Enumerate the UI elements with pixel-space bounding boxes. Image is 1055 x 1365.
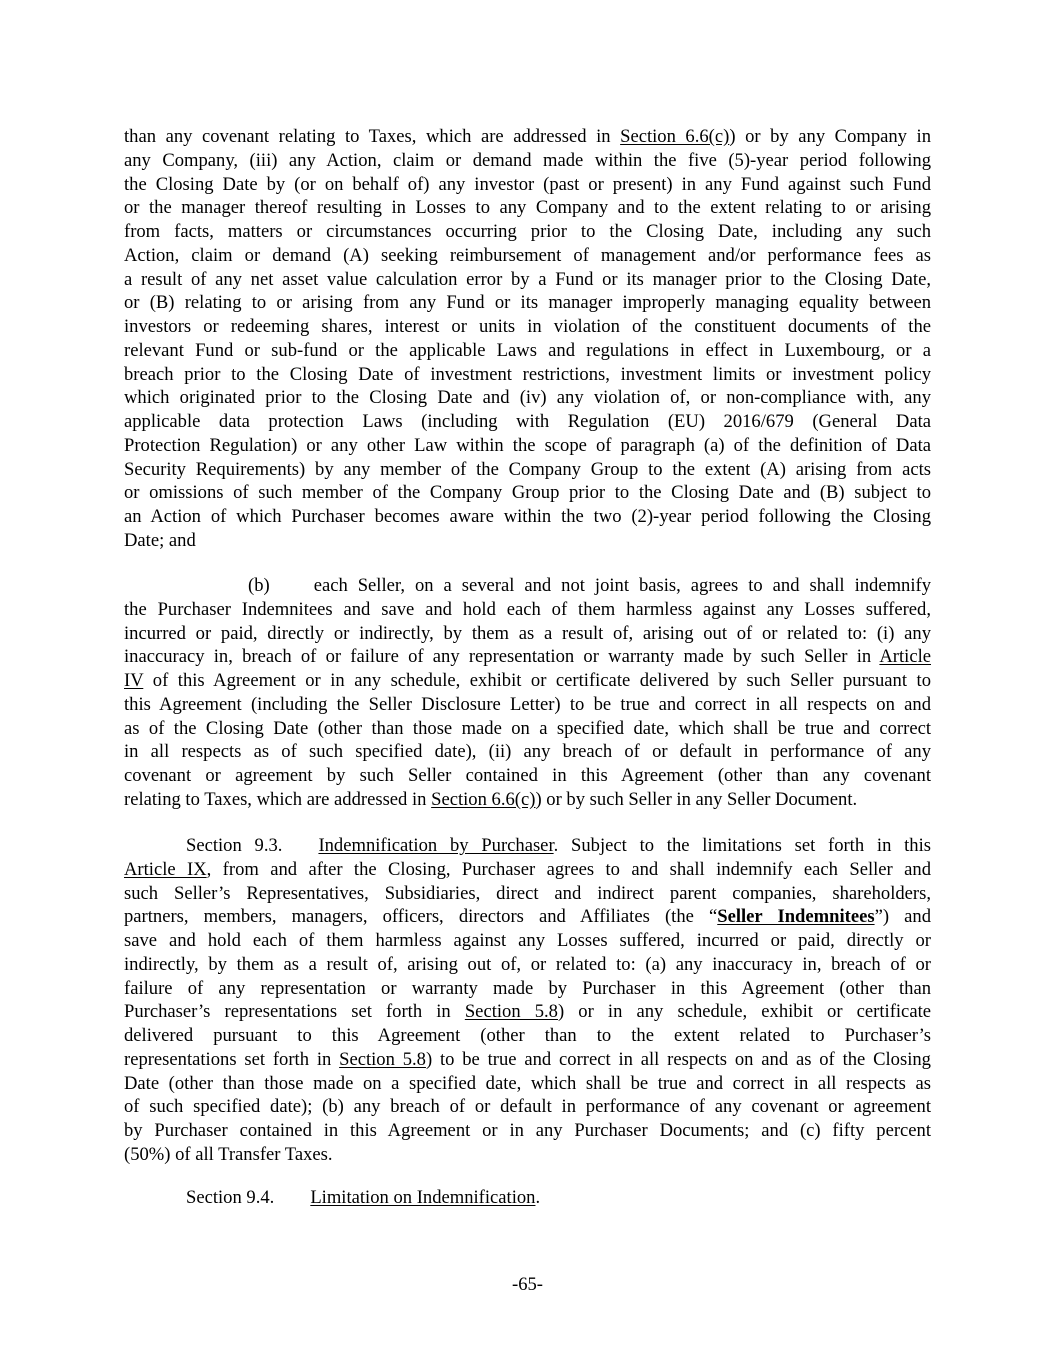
text-line: Section 9.3. Indemnification by Purchaser. Subject to the limitations set forth in this (186, 835, 932, 856)
section-9-4-line: Section 9.4. Limitation on Indemnification. (186, 1187, 541, 1208)
text-line: partners, members, managers, officers, directors and Affiliates (the “Seller Indemnitees”) and (124, 906, 931, 928)
defined-term: Seller Indemnitees (717, 906, 875, 928)
text-line: applicable data protection Laws (including with Regulation (EU) 2016/679 (General Data (124, 411, 931, 432)
section-heading: Indemnification by Purchaser (318, 835, 554, 856)
text-line: as of the Closing Date (other than those made on a specified date, which shall be true and correct (124, 717, 931, 739)
text-line: save and hold each of them harmless against any Losses suffered, incurred or paid, directly or (124, 930, 931, 951)
text-line: representations set forth in Section 5.8) to be true and correct in all respects on and as of the Closing (124, 1048, 931, 1070)
section-9-4-title: Limitation on Indemnification (310, 1187, 536, 1208)
text-line: incurred or paid, directly or indirectly, by them as a result of, arising out of or related to: (i) any (124, 622, 931, 644)
text-line: Purchaser’s representations set forth in Section 5.8) or in any schedule, exhibit or certificate (124, 1001, 931, 1023)
text-line: (50%) of all Transfer Taxes. (124, 1143, 333, 1165)
text-line: relating to Taxes, which are addressed in Section 6.6(c)) or by such Seller in any Seller Document. (124, 788, 858, 810)
text-line: delivered pursuant to this Agreement (other than to the extent related to Purchaser’s (124, 1025, 931, 1046)
text-line: covenant or agreement by such Seller contained in this Agreement (other than any covenant (124, 765, 931, 786)
clause-a-continuation (124, 125, 931, 553)
text-line: or (B) relating to or arising from any Fund or its manager improperly managing equality between (124, 292, 931, 314)
text-line: which originated prior to the Closing Date and (iv) any violation of, or non-compliance with, any (124, 387, 931, 409)
cross-reference-link[interactable]: Article (879, 646, 931, 668)
text-line: indirectly, by them as a result of, arising out of, or related to: (a) any inaccuracy in, breach of or (124, 953, 931, 975)
text-line: relevant Fund or sub-fund or the applicable Laws and regulations in effect in Luxembourg, or a (124, 339, 931, 361)
clause-b-paragraph (124, 574, 931, 812)
text-line: the Closing Date by (or on behalf of) any investor (past or present) in any Fund against such Fund (124, 173, 931, 195)
text-line: such Seller’s Representatives, Subsidiaries, direct and indirect parent companies, shareholders, (124, 882, 931, 904)
text-line: or the manager thereof resulting in Losses to any Company and to the extent relating to or arising (124, 197, 931, 219)
text-line: (b) each Seller, on a several and not joint basis, agrees to and shall indemnify (248, 575, 931, 596)
cross-reference-link[interactable]: Section 5.8 (464, 1001, 558, 1023)
text-line: any Company, (iii) any Action, claim or demand made within the five (5)-year period following (124, 149, 931, 171)
text-line: from facts, matters or circumstances occurring prior to the Closing Date, including any such (124, 221, 931, 242)
text-line: failure of any representation or warranty made by Purchaser in this Agreement (other than (124, 977, 931, 999)
text-line: Article IX, from and after the Closing, Purchaser agrees to and shall indemnify each Seller and (124, 858, 931, 880)
text-line: IV of this Agreement or in any schedule, exhibit or certificate delivered by such Seller pursuant to (124, 670, 931, 691)
text-line: the Purchaser Indemnitees and save and hold each of them harmless against any Losses suffered, (124, 598, 931, 620)
cross-reference-link[interactable]: Section 5.8 (339, 1048, 426, 1070)
cross-reference-link[interactable]: Section 6.6(c) (620, 126, 730, 147)
section-number: Section 9.3. (186, 835, 283, 856)
section-9-3-paragraph (124, 834, 931, 1167)
text-line: Protection Regulation) or any other Law within the scope of paragraph (a) of the definition of Data (124, 434, 931, 456)
text-line: in all respects as of such specified date), (ii) any breach of or default in performance of any (124, 741, 931, 763)
text-line: of such specified date); (b) any breach of or default in performance of any covenant or agreement (124, 1096, 931, 1118)
page-number: -65- (512, 1274, 543, 1295)
section-9-4-heading (124, 1186, 931, 1210)
text-line: by Purchaser contained in this Agreement or in any Purchaser Documents; and (c) fifty percent (124, 1120, 931, 1141)
text-line: Date; and (124, 529, 196, 551)
text-line: Security Requirements) by any member of the Company Group to the extent (A) arising from acts (124, 458, 931, 480)
text-line: a result of any net asset value calculation error by a Fund or its manager prior to the Closing Date, (124, 268, 931, 290)
cross-reference-link[interactable]: IV (124, 670, 144, 691)
text-line: investors or redeeming shares, interest or units in violation of the constituent documents of the (124, 316, 931, 337)
text-line: or omissions of such member of the Company Group prior to the Closing Date and (B) subject to (124, 482, 931, 504)
cross-reference-link[interactable]: Article IX (124, 858, 207, 880)
text-line: Date (other than those made on a specified date, which shall be true and correct in all respects as (124, 1072, 931, 1094)
clause-label: (b) (248, 575, 270, 596)
text-line: breach prior to the Closing Date of investment restrictions, investment limits or investment policy (124, 363, 931, 385)
text-line: inaccuracy in, breach of or failure of any representation or warranty made by such Seller in Article (124, 646, 931, 668)
section-9-4-number: Section 9.4. (186, 1187, 275, 1208)
text-line: this Agreement (including the Seller Disclosure Letter) to be true and correct in all respects on and (124, 693, 931, 715)
cross-reference-link[interactable]: Section 6.6(c) (431, 788, 536, 810)
text-line: than any covenant relating to Taxes, which are addressed in Section 6.6(c)) or by any Company in (124, 126, 931, 147)
text-line: an Action of which Purchaser becomes aware within the two (2)-year period following the Closing (124, 506, 931, 527)
text-line: Action, claim or demand (A) seeking reimbursement of management and/or performance fees as (124, 244, 931, 266)
